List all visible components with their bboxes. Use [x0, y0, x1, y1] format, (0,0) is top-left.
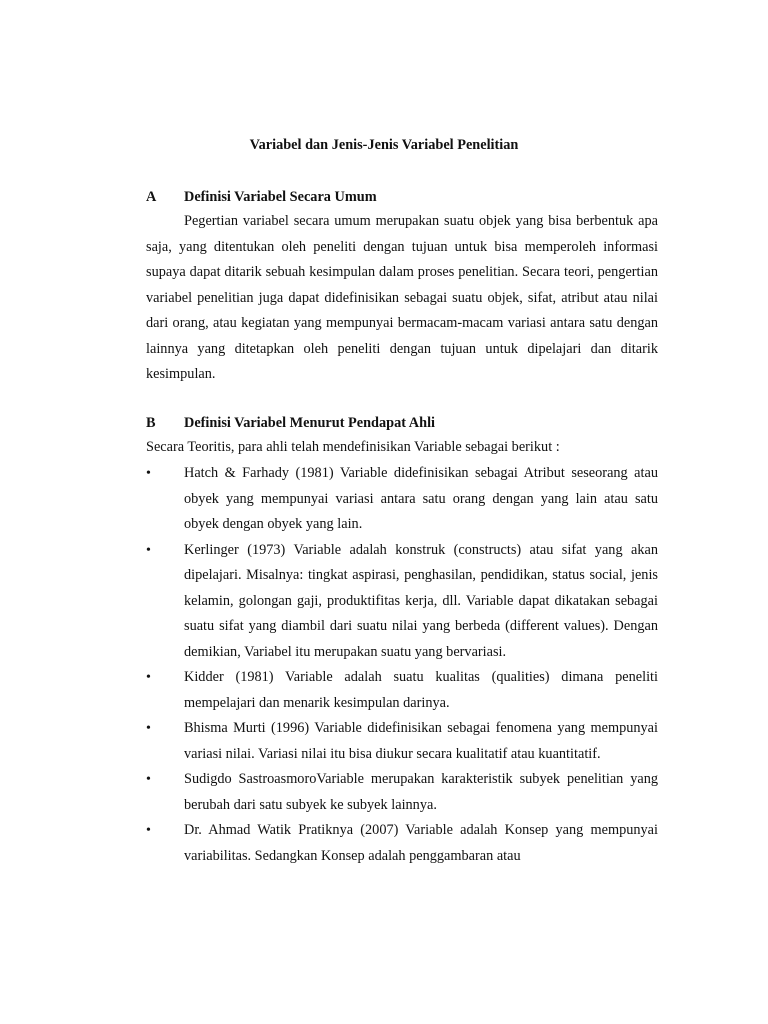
list-item-text: Sudigdo SastroasmoroVariable merupakan karakteristik subyek penelitian yang berubah dari satu subyek ke subyek lainnya.	[184, 771, 658, 813]
section-a-title: Definisi Variabel Secara Umum	[184, 189, 377, 205]
bullet-icon: •	[146, 466, 151, 481]
section-a-paragraph: Pegertian variabel secara umum merupakan suatu objek yang bisa berbentuk apa saja, yang ditentukan oleh peneliti dengan tujuan untuk bisa memperoleh informasi supaya dapat ditarik sebuah kesimpulan dalam proses penelitian. Secara teori, pengertian variabel penelitian juga dapat didefinisikan sebagai suatu objek, sifat, atribut atau nilai dari orang, atau kegiatan yang mempunyai bermacam-macam variasi antara satu dengan lainnya yang ditetapkan oleh peneliti dengan tujuan untuk dipelajari dan ditarik kesimpulan.	[146, 213, 658, 382]
section-b-letter: B	[146, 415, 156, 431]
list-item	[146, 716, 658, 767]
bullet-icon: •	[146, 542, 151, 558]
section-b-heading	[146, 415, 435, 432]
list-item-text: Dr. Ahmad Watik Pratiknya (2007) Variable adalah Konsep yang mempunyai variabilitas. Sedangkan Konsep adalah penggambaran atau	[184, 822, 658, 864]
bullet-icon: •	[146, 823, 151, 838]
document-title: Variabel dan Jenis-Jenis Variabel Penelitian	[249, 137, 519, 153]
section-a-heading	[146, 189, 377, 206]
bullet-icon: •	[146, 772, 151, 787]
list-item-text: Kidder (1981) Variable adalah suatu kualitas (qualities) dimana peneliti mempelajari dan menarik kesimpulan darinya.	[184, 669, 658, 711]
list-item	[146, 538, 658, 666]
list-item	[146, 818, 658, 869]
list-item-text: Bhisma Murti (1996) Variable didefinisikan sebagai fenomena yang mempunyai variasi nilai. Variasi nilai itu bisa diukur secara kualitatif atau kuantitatif.	[184, 720, 658, 762]
list-item	[146, 767, 658, 818]
bullet-icon: •	[146, 670, 151, 685]
section-b-intro: Secara Teoritis, para ahli telah mendefinisikan Variable sebagai berikut :	[146, 439, 560, 455]
list-item-text: Kerlinger (1973) Variable adalah konstruk (constructs) atau sifat yang akan dipelajari. Misalnya: tingkat aspirasi, penghasilan, pendidikan, status social, jenis kelamin, golongan gaji, produktifitas kerja, dll. Variable dapat dikatakan sebagai suatu sifat yang diambil dari suatu nilai yang berbeda (different values). Dengan demikian, Variabel itu merupakan suatu yang bervariasi.	[184, 541, 658, 660]
bullet-icon: •	[146, 721, 151, 736]
list-item-text: Hatch & Farhady (1981) Variable didefinisikan sebagai Atribut seseorang atau obyek yang mempunyai variasi antara satu orang dengan yang lain atau satu obyek dengan obyek yang lain.	[184, 465, 658, 532]
expert-definition-list	[146, 461, 658, 869]
section-a-letter: A	[146, 189, 157, 205]
list-item	[146, 461, 658, 538]
list-item	[146, 665, 658, 716]
section-b-title: Definisi Variabel Menurut Pendapat Ahli	[184, 415, 436, 431]
